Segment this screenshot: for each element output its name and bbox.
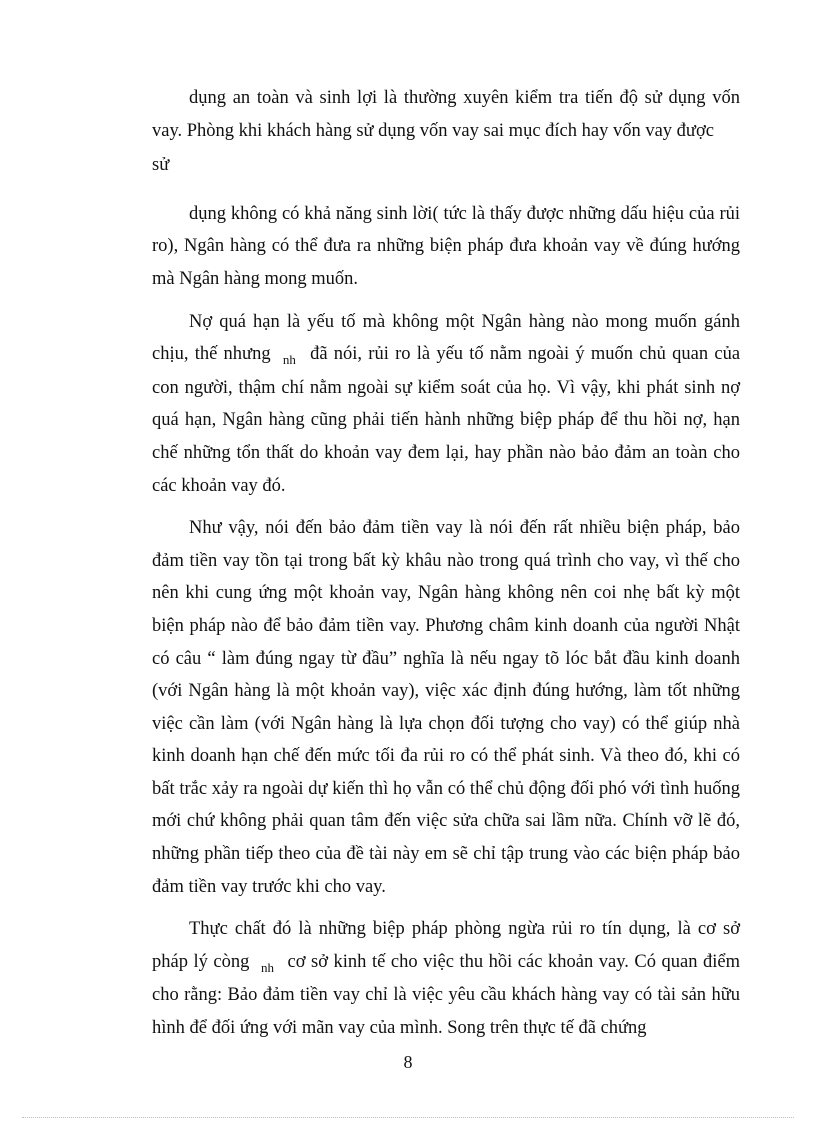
paragraph-5 — [152, 913, 740, 1044]
paragraph-3-fragment: nh — [282, 352, 296, 368]
paragraph-1-tail: sử — [152, 155, 170, 176]
paragraph-2-text: dụng không có khả năng sinh lời( tức là thấy được những dấu hiệu của rủi ro), Ngân hàng có thể đưa ra những biện pháp đưa khoản vay về đúng hướng mà Ngân hàng mong muốn. — [152, 203, 740, 289]
paragraph-5-fragment: nh — [260, 959, 274, 975]
paragraph-1-continuation — [152, 149, 740, 182]
paragraph-1 — [152, 82, 740, 147]
paragraph-3-text-b: đã nói, rủi ro là yếu tố nằm ngoài ý muốn chủ quan của con người, thậm chí nằm ngoài sự kiểm soát của họ. Vì vậy, khi phát sinh nợ quá hạn, Ngân hàng cũng phải tiến hành những biệp pháp để thu hồi nợ, hạn chế những tổn thất do khoản vay đem lại, hay phần nào bảo đảm an toàn cho các khoản vay đó. — [152, 344, 741, 496]
paragraph-4 — [152, 512, 740, 903]
page-number: 8 — [403, 1052, 413, 1072]
paragraph-2 — [152, 198, 740, 296]
paragraph-1-text: dụng an toàn và sinh lợi là thường xuyên kiểm tra tiến độ sử dụng vốn vay. Phòng khi khách hàng sử dụng vốn vay sai mục đích hay vốn vay được — [152, 88, 740, 141]
paragraph-3 — [152, 306, 740, 503]
paragraph-5-text-b: cơ sở kinh tế cho việc thu hồi các khoản vay. Có quan điểm cho rằng: Bảo đảm tiền vay chỉ là việc yêu cầu khách hàng vay có tài sản hữu hình để đối ứng với mãn vay của mình. Song trên thực tế đã chứng — [152, 951, 741, 1039]
page-bottom-divider — [22, 1117, 794, 1118]
paragraph-3-text-a: Nợ quá hạn là yếu tố mà không một Ngân hàng nào mong muốn gánh chịu, thế nhưng — [152, 311, 740, 365]
paragraph-4-text: Như vậy, nói đến bảo đảm tiền vay là nói đến rất nhiều biện pháp, bảo đảm tiền vay tồn tại trong bất kỳ khâu nào trong quá trình cho vay, vì thế cho nên khi cung ứng một khoản vay, Ngân hàng không nên coi nhẹ bất kỳ một biện pháp nào để bảo đảm tiền vay. Phương châm kinh doanh của người Nhật có câu “ làm đúng ngay từ đầu” nghĩa là nếu ngay tõ lóc bắt đầu kinh doanh (với Ngân hàng là một khoản vay), việc xác định đúng hướng, làm tốt những việc cần làm (với Ngân hàng là lựa chọn đối tượng cho vay) có thể giúp nhà kinh doanh hạn chế đến mức tối đa rủi ro có thể phát sinh. Và theo đó, khi có bất trắc xảy ra ngoài dự kiến thì họ vẫn có thể chủ động đối phó với tình huống mới chứ không phải quan tâm đến việc sửa chữa sai lầm nữa. Chính vỡ lẽ đó, những phần tiếp theo của đề tài này em sẽ chỉ tập trung vào các biện pháp bảo đảm tiền vay trước khi cho vay. — [152, 518, 740, 897]
document-body — [152, 82, 740, 1055]
paragraph-5-text-a: Thực chất đó là những biệp pháp phòng ngừa rủi ro tín dụng, là cơ sở pháp lý còng — [152, 919, 740, 972]
